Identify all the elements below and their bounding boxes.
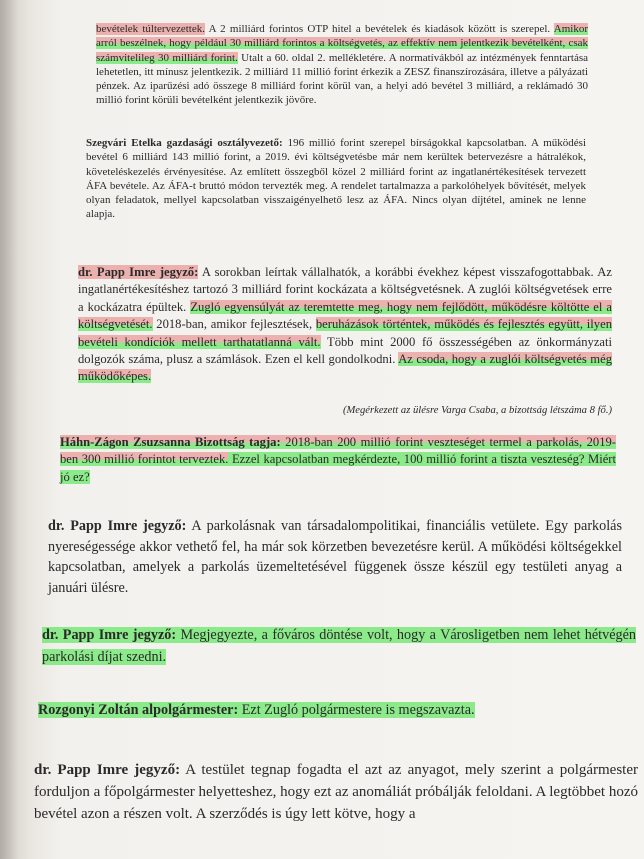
speaker-name: dr. Papp Imre jegyző: [78,265,199,279]
speaker-name: dr. Papp Imre jegyző: [48,518,187,534]
paragraph-papp-3 [42,624,636,668]
paragraph-text: Utalt a 60. oldal 2. mellékletére. A normatívákból az intézmények fenntartása lehetetlen, itt mínusz jelentkezik. 2 milliárd 11 millió forint érkezik a ZESZ finanszírozására, illetve a pályázati pénzek. Az iparűzési adó összege 8 milliárd forint körül van, a helyi adó bevétel 3 milliárd, a reklámadó 30 millió forint körüli bevételként jelentkezik jövőre. [96,51,588,107]
highlighted-text: Megjegyezte, a főváros döntése volt, hogy a Városligetben nem lehet hétvégén parkolási díjat szedni. [42,627,636,665]
paragraph-text: Több mint 2000 fő összességében az önkormányzati dolgozók száma, plusz a számlások. Ezen el kell gondolkodni. [78,334,612,366]
paragraph-text: A parkolásnak van társadalompolitikai, financiális vetülete. Egy parkolás nyereségessége akkor vethető fel, ha már sok körzetben bevezetésre kerül. A működési költségekkel kapcsolatban, amelyek a parkolás üzemeltetésével függenek össze készül egy testületi anyag a januári ülésre. [48,518,622,597]
paragraph-text: A sorokban leírtak vállalhatók, a korábbi évekhez képest visszafogottabbak. Az ingatlanértékesítéshez tartozó 3 milliárd forint kockázata a költségvetésnek. A zuglói költségvetések erre a kockázatra épültek. [78,265,612,314]
paragraph-papp-4 [34,760,638,825]
paragraph-papp-1 [78,264,612,386]
attendance-note: (Megérkezett az ülésre Varga Csaba, a bizottság létszáma 8 fő.) [342,405,612,416]
paragraph-text: A 2 milliárd forintos OTP hitel a bevételek és kiadások között is szerepel. [204,23,554,35]
paragraph-rozgonyi [38,700,638,721]
paragraph-szegvari [86,136,586,222]
highlighted-text: bevételek túltervezettek. [96,23,205,35]
paragraph-text: A testület tegnap fogadta el azt az anyagot, mely szerint a polgármester forduljon a főpolgármester helyetteshez, hogy ezt az anomáliát próbálják feloldani. A legtöbbet hozó bevétel azon a részen volt. A szerződés is úgy lett kötve, hogy a [34,762,638,822]
highlighted-text: Zugló egyensúlyát az teremtette meg, hogy nem fejlődött, működésre költötte el a költségvetését. [78,299,612,332]
paragraph-text: 2018-ban, amikor fejlesztések, [152,317,316,332]
paragraph-text: 196 millió forint szerepel bírságokkal kapcsolatban. A működési bevétel 6 milliárd 143 millió forint, a 2019. évi költségvetésbe már nem kerültek betervezésre a hátralékok, követeléskezelés érvényesítése. Az említett összegből közel 2 milliárd forint az ingatlanértékesítések tervezett ÁFA bevétele. Az ÁFA-t bruttó módon tervezték meg. A rendelet tartalmazza a parkolóhelyek bővítését, melyek olyan feladatok, mellyel kapcsolatban visszaigényelhető lesz az ÁFA. Nincs olyan díjtétel, aminek ne lenne alapja. [86,137,586,221]
speaker-name: dr. Papp Imre jegyző: [42,627,177,643]
speaker-name: Háhn-Zágon Zsuzsanna Bizottság tagja: [60,435,281,449]
paragraph-budget-revenues [96,22,588,108]
paragraph-hahn-zagon [60,434,616,486]
speaker-name: Rozgonyi Zoltán alpolgármester: [38,702,239,718]
speaker-name: dr. Papp Imre jegyző: [34,762,181,778]
highlighted-text: Ezzel kapcsolatban megkérdezte, 100 millió forint a tiszta veszteség? Miért jó ez? [60,452,616,484]
highlighted-text: beruházások történtek, működés és fejlesztés együtt, ilyen bevételi kondíciók mellett tarthatatlanná vált. [78,317,612,349]
paragraph-papp-2 [48,516,622,599]
page-fold-shadow [0,0,18,859]
speaker-name: Szegvári Etelka gazdasági osztályvezető: [86,137,283,149]
highlighted-text: Amikor arról beszélnek, hogy például 30 milliárd forintos a költségvetés, az effektív nem jelentkezik bevételként, csak számvitelileg 30 milliárd forint. [96,23,588,64]
highlighted-text: Ezt Zugló polgármestere is megszavazta. [238,702,475,718]
highlighted-text: Az csoda, hogy a zuglói költségvetés még működőképes. [78,351,612,384]
highlighted-text: 2018-ban 200 millió forint veszteséget termel a parkolás, 2019-ben 300 millió forintot terveztek. [60,435,616,467]
